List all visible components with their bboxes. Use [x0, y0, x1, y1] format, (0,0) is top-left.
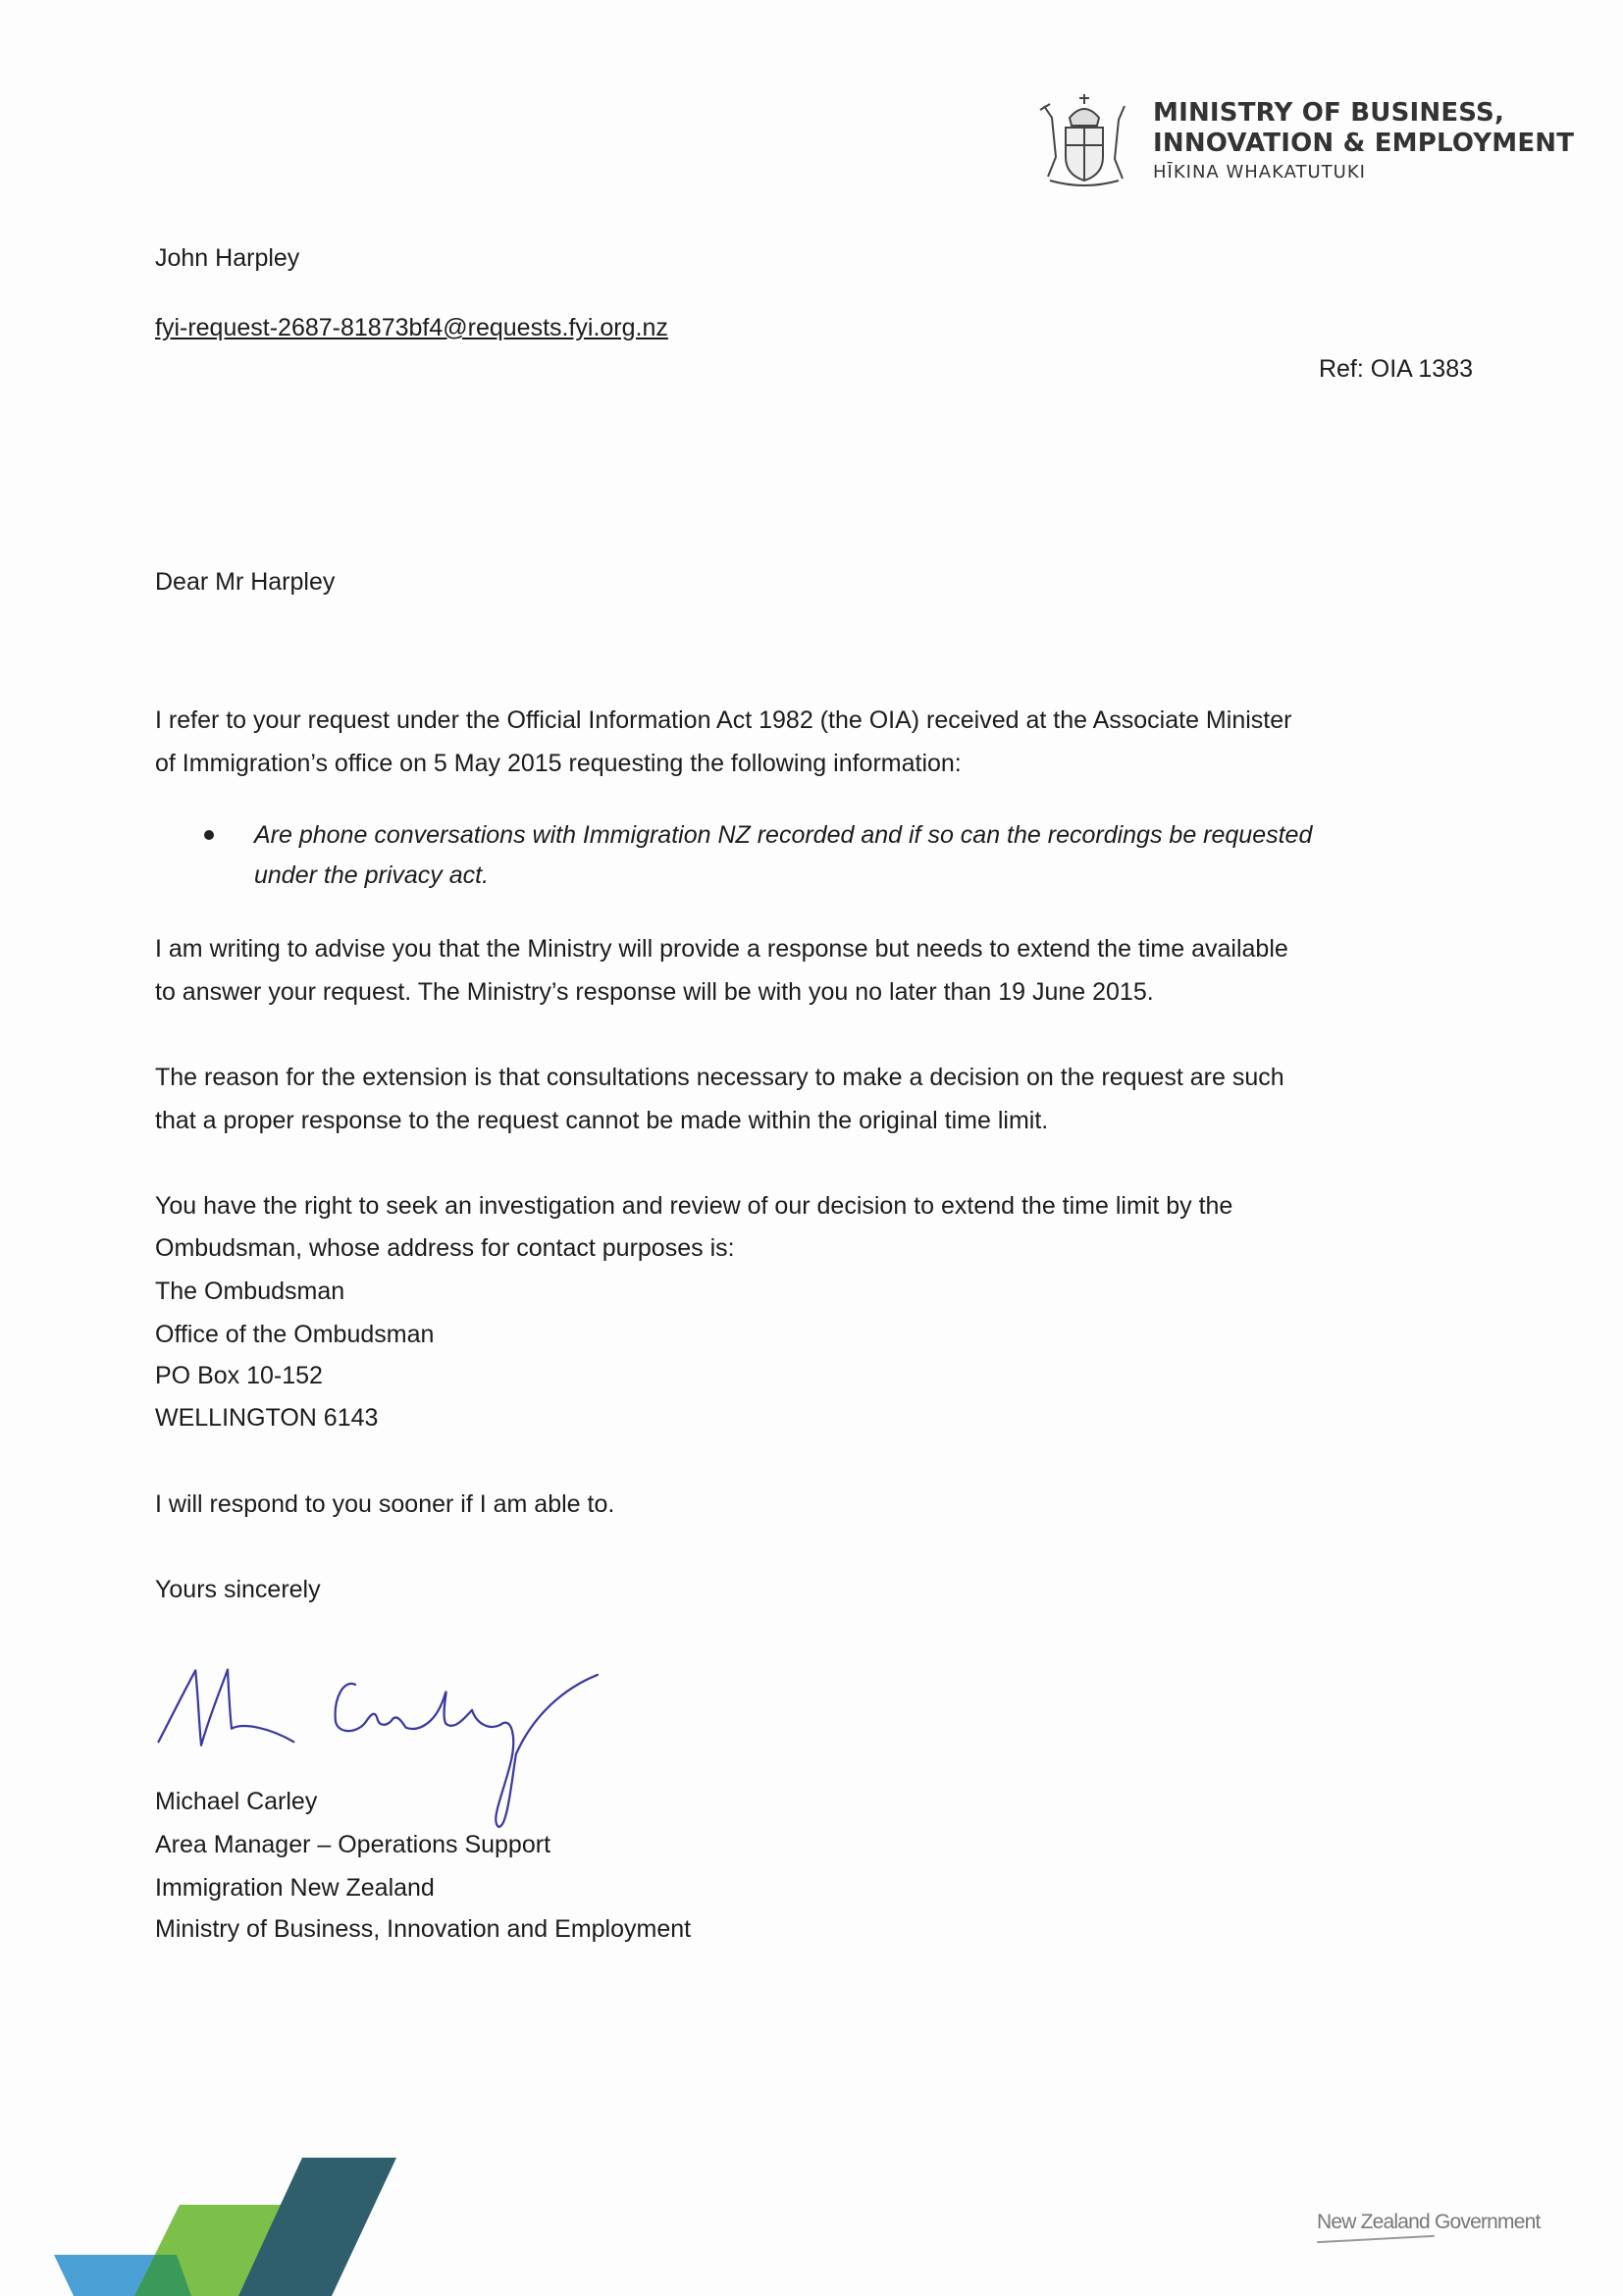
request-bullet-line: Are phone conversations with Immigration NZ recorded and if so can the recordings be requested	[254, 821, 1313, 849]
org-maori-name: HĪKINA WHAKATUTUKI	[1153, 162, 1366, 183]
address-line: The Ombudsman	[155, 1278, 345, 1305]
org-name-line1: MINISTRY OF BUSINESS,	[1153, 98, 1505, 128]
paragraph-2-line: I am writing to advise you that the Ministry will provide a response but needs to extend the time available	[155, 935, 1288, 963]
nz-coat-of-arms-logo	[1030, 90, 1138, 190]
address-line: PO Box 10-152	[155, 1362, 323, 1389]
paragraph-3-line: The reason for the extension is that consultations necessary to make a decision on the request are such	[155, 1064, 1284, 1091]
paragraph-1-line: I refer to your request under the Official Information Act 1982 (the OIA) received at the Associate Minister	[155, 706, 1292, 734]
address-line: Office of the Ombudsman	[155, 1321, 435, 1348]
signatory-name: Michael Carley	[155, 1788, 318, 1815]
paragraph-4-line: Ombudsman, whose address for contact purposes is:	[155, 1234, 735, 1262]
signatory-unit: Immigration New Zealand	[155, 1874, 435, 1902]
paragraph-3-line: that a proper response to the request cannot be made within the original time limit.	[155, 1107, 1049, 1134]
bullet-icon	[204, 830, 214, 840]
mbie-footer-graphic	[0, 2149, 412, 2296]
reference-number: Ref: OIA 1383	[1318, 355, 1473, 383]
paragraph-2-line: to answer your request. The Ministry’s response will be with you no later than 19 June 2015.	[155, 978, 1154, 1006]
nz-government-logo: New Zealand Government	[1317, 2211, 1541, 2233]
signatory-organisation: Ministry of Business, Innovation and Employment	[155, 1915, 692, 1943]
address-line: WELLINGTON 6143	[155, 1404, 379, 1432]
paragraph-4-line: You have the right to seek an investigation and review of our decision to extend the time limit by the	[155, 1192, 1233, 1220]
request-bullet-line: under the privacy act.	[254, 861, 490, 889]
closing: Yours sincerely	[155, 1576, 321, 1603]
salutation: Dear Mr Harpley	[155, 568, 336, 596]
recipient-name: John Harpley	[155, 244, 300, 272]
recipient-email-link[interactable]: fyi-request-2687-81873bf4@requests.fyi.org.nz	[155, 314, 668, 341]
signatory-title: Area Manager – Operations Support	[155, 1831, 551, 1858]
paragraph-1-line: of Immigration’s office on 5 May 2015 requesting the following information:	[155, 750, 962, 777]
paragraph-5: I will respond to you sooner if I am able to.	[155, 1490, 615, 1518]
nz-government-swoosh	[1317, 2235, 1435, 2243]
org-name-line2: INNOVATION & EMPLOYMENT	[1153, 129, 1575, 158]
